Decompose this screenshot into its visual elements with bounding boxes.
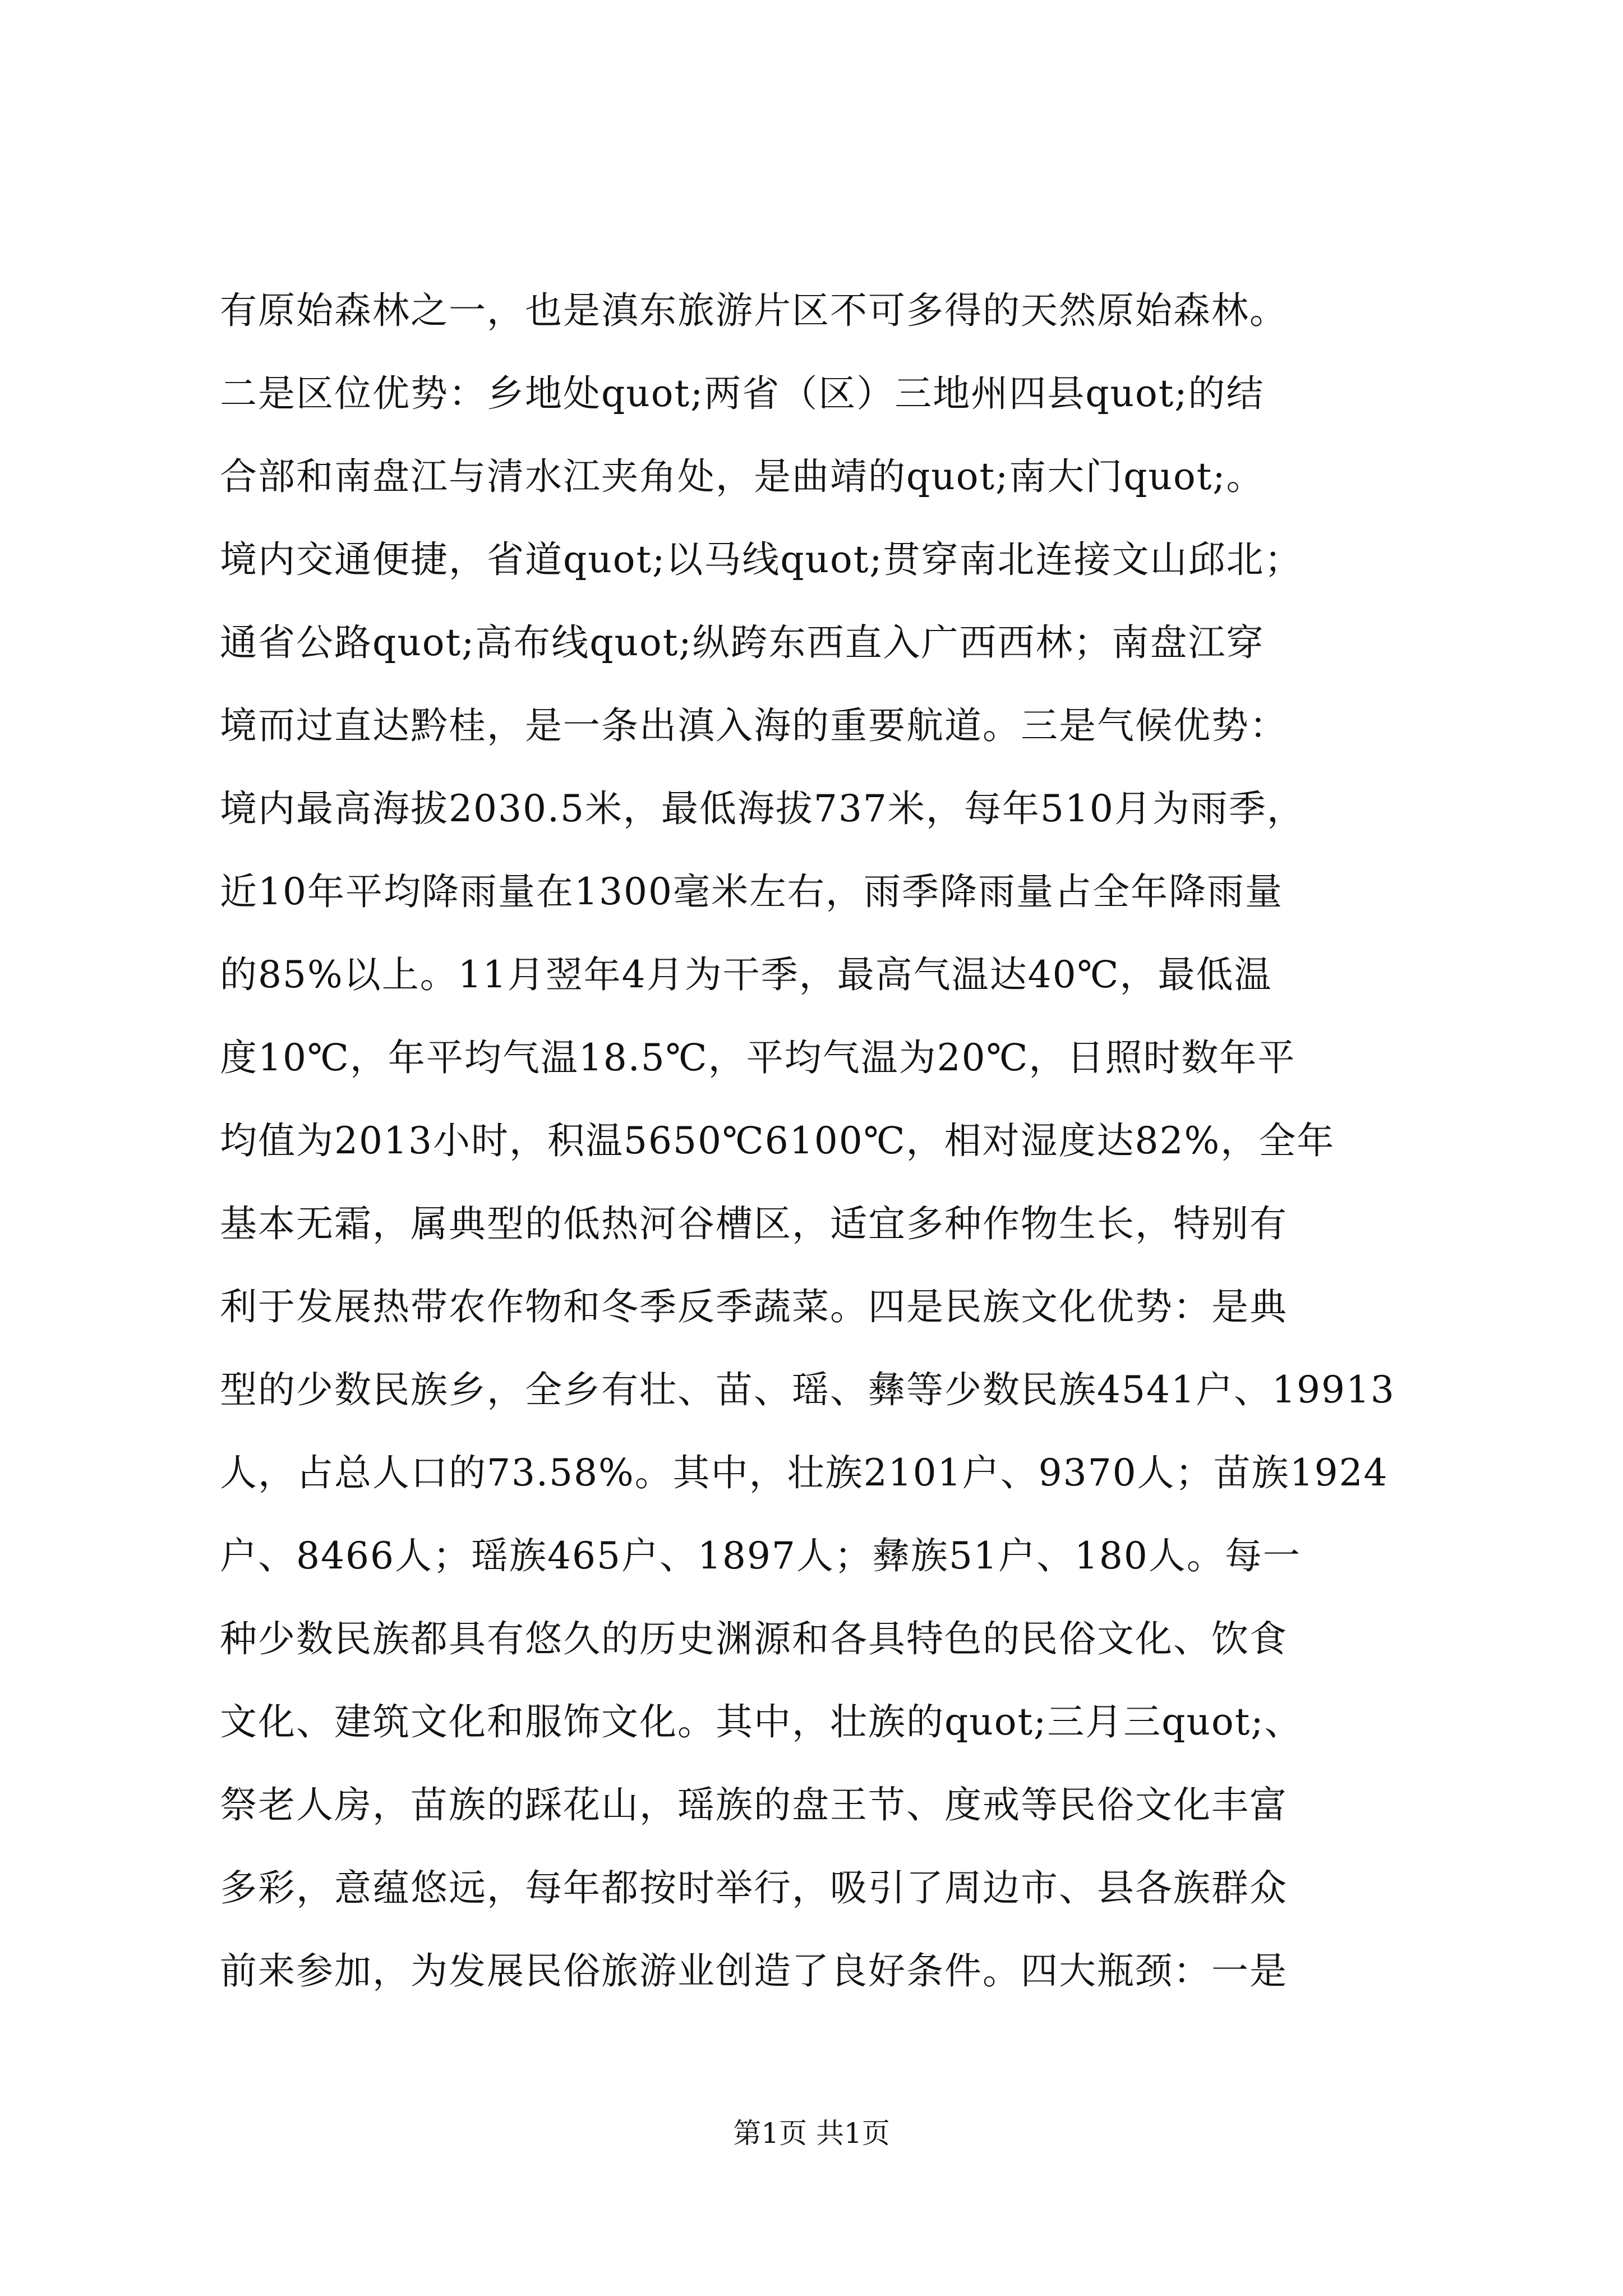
text-line: 种少数民族都具有悠久的历史渊源和各具特色的民俗文化、饮食 xyxy=(220,1617,1288,1660)
text-line: 二是区位优势：乡地处quot;两省（区）三地州四县quot;的结 xyxy=(220,372,1265,415)
text-line: 近10年平均降雨量在1300毫米左右，雨季降雨量占全年降雨量 xyxy=(220,870,1283,913)
text-line: 多彩，意蕴悠远，每年都按时举行，吸引了周边市、县各族群众 xyxy=(220,1866,1288,1910)
text-line: 境而过直达黔桂，是一条出滇入海的重要航道。三是气候优势： xyxy=(220,704,1288,747)
text-line: 前来参加，为发展民俗旅游业创造了良好条件。四大瓶颈：一是 xyxy=(220,1949,1288,1993)
text-line: 合部和南盘江与清水江夹角处，是曲靖的quot;南大门quot;。 xyxy=(220,455,1265,498)
page-number-footer: 第1页 共1页 xyxy=(733,2117,890,2150)
text-line: 通省公路quot;高布线quot;纵跨东西直入广西西林；南盘江穿 xyxy=(220,621,1265,664)
body-text xyxy=(220,269,1426,2013)
text-line: 型的少数民族乡，全乡有壮、苗、瑶、彝等少数民族4541户、19913 xyxy=(220,1368,1395,1411)
text-line: 人，占总人口的73.58%。其中，壮族2101户、9370人；苗族1924 xyxy=(220,1451,1389,1494)
text-line: 祭老人房，苗族的踩花山，瑶族的盘王节、度戒等民俗文化丰富 xyxy=(220,1783,1288,1826)
text-line: 度10℃，年平均气温18.5℃，平均气温为20℃，日照时数年平 xyxy=(220,1036,1296,1079)
text-line: 文化、建筑文化和服饰文化。其中，壮族的quot;三月三quot;、 xyxy=(220,1700,1303,1743)
text-line: 境内交通便捷，省道quot;以马线quot;贯穿南北连接文山邱北； xyxy=(220,538,1303,581)
text-line: 均值为2013小时，积温5650℃6100℃，相对湿度达82%，全年 xyxy=(220,1119,1335,1162)
text-line: 的85%以上。11月翌年4月为干季，最高气温达40℃，最低温 xyxy=(220,953,1272,996)
text-line: 基本无霜，属典型的低热河谷槽区，适宜多种作物生长，特别有 xyxy=(220,1202,1288,1245)
text-line: 有原始森林之一，也是滇东旅游片区不可多得的天然原始森林。 xyxy=(220,289,1288,332)
text-line: 利于发展热带农作物和冬季反季蔬菜。四是民族文化优势：是典 xyxy=(220,1285,1288,1328)
text-line: 户、8466人；瑶族465户、1897人；彝族51户、180人。每一 xyxy=(220,1534,1301,1577)
text-line: 境内最高海拔2030.5米，最低海拔737米，每年510月为雨季， xyxy=(220,787,1305,830)
